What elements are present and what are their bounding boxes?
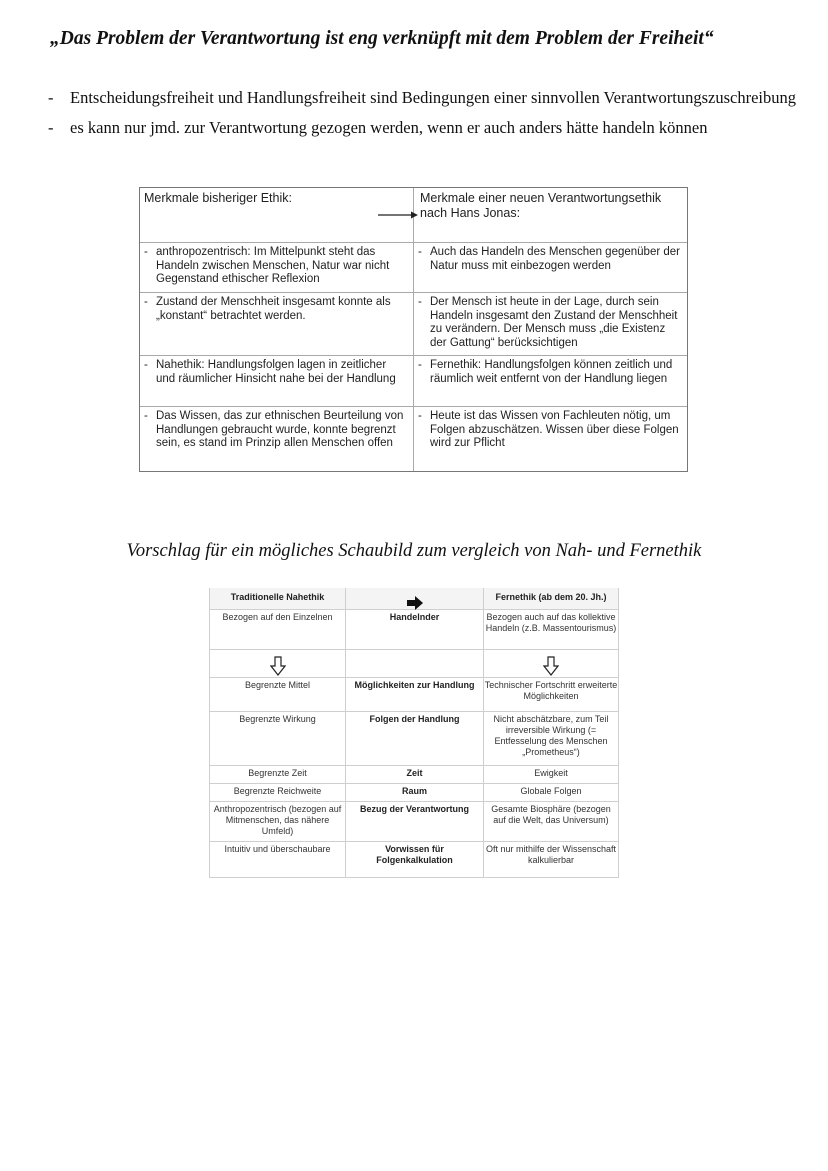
cell-text: Bezogen auf den Einzelnen [222,612,333,622]
table-cell [484,610,618,649]
cell-text: Heute ist das Wissen von Fachleuten nötig, um Folgen abzuschätzen. Wissen über diese Folgen wird zur Pflicht [430,410,679,449]
table-cell [210,802,346,841]
table-cell [346,766,484,783]
table-row [140,356,687,407]
cell-text: Begrenzte Wirkung [239,714,316,724]
table-cell [210,650,346,677]
table-cell: - Der Mensch ist heute in der Lage, durch sein Handeln insgesamt den Zustand der Menschheit zu verändern. Der Mensch muss „die Existenz der Gattung“ berücksichtigen [418,296,678,349]
table-header-row [210,588,618,610]
table-cell [484,650,618,677]
table-cell [346,610,484,649]
table-cell [210,842,346,877]
table-row [210,766,618,784]
bullet-item [48,86,808,109]
table-cell: - Fernethik: Handlungsfolgen können zeitlich und räumlich weit entfernt von der Handlung liegen [418,359,673,385]
bullet-list [48,86,808,146]
cell-text: Begrenzte Reichweite [233,786,322,796]
table-cell [346,802,484,841]
ethics-comparison-table [139,187,688,472]
bullet-text: Entscheidungsfreiheit und Handlungsfreiheit sind Bedingungen einer sinnvollen Verantwortungszuschreibung [70,88,796,107]
diagram-subtitle: Vorschlag für ein mögliches Schaubild zum vergleich von Nah- und Fernethik [126,541,702,561]
table-row [210,678,618,712]
header-right-cell [414,188,687,242]
table-cell [346,712,484,765]
arrow-down-icon [270,656,286,676]
table-cell: - Auch das Handeln des Menschen gegenüber der Natur muss mit einbezogen werden [418,246,680,272]
table-cell: - anthropozentrisch: Im Mittelpunkt steht das Handeln zwischen Menschen, Natur war nicht Gegenstand ethischer Reflexion [140,243,414,292]
bullet-item [48,116,808,139]
table-cell: - Nahethik: Handlungsfolgen lagen in zeitlicher und räumlicher Hinsicht nahe bei der Handlung [140,356,414,406]
header-cell [484,588,618,609]
table-cell [346,650,484,677]
table-row [140,407,687,471]
bullet-text: es kann nur jmd. zur Verantwortung gezogen werden, wenn er auch anders hätte handeln können [70,118,708,137]
cell-text: Fernethik: Handlungsfolgen können zeitlich und räumlich weit entfernt von der Handlung liegen [430,359,673,385]
table-cell [346,678,484,711]
table-row [140,243,687,293]
cell-text: Begrenzte Zeit [248,768,307,778]
cell-text: Das Wissen, das zur ethnischen Beurteilung von Handlungen gebraucht wurde, konnte begrenzt sein, es stand im Prinzip allen Menschen offen [156,410,404,449]
cell-text: Handelnder [389,612,440,622]
cell-text: Möglichkeiten zur Handlung [354,680,475,690]
header-left-text: Traditionelle Nahethik [230,592,325,602]
cell-text: Oft nur mithilfe der Wissenschaft kalkulierbar [485,844,617,865]
table-row [210,650,618,678]
table-row [210,842,618,878]
table-cell [210,712,346,765]
bullet-dash: - [48,118,54,137]
table-header-row [140,188,687,243]
table-cell: - Das Wissen, das zur ethnischen Beurteilung von Handlungen gebraucht wurde, konnte begrenzt sein, es stand im Prinzip allen Menschen offen [140,407,414,471]
arrow-right-icon [378,210,418,220]
cell-text: Auch das Handeln des Menschen gegenüber der Natur muss mit einbezogen werden [430,246,680,272]
cell-text: Zustand der Menschheit insgesamt konnte als „konstant“ betrachtet werden. [156,296,391,322]
cell-text: Globale Folgen [520,786,582,796]
bullet-dash: - [48,88,54,107]
cell-text: Nicht abschätzbare, zum Teil irreversible Wirkung (= Entfesselung des Menschen „Prometheus“) [493,714,609,757]
cell-text: Vorwissen für Folgenkalkulation [376,844,453,865]
arrow-down-icon [543,656,559,676]
cell-text: Raum [401,786,427,796]
cell-text: Zeit [406,768,423,778]
header-right-text: Merkmale einer neuen Verantwortungsethik nach Hans Jonas: [420,191,662,220]
table-row [210,784,618,802]
header-cell [346,588,484,609]
cell-text: Technischer Fortschritt erweiterte Möglichkeiten [484,680,618,701]
cell-text: Begrenzte Mittel [244,680,311,690]
table-row [210,712,618,766]
near-far-ethics-table [209,588,619,878]
cell-text: Folgen der Handlung [369,714,460,724]
cell-text: Bezug der Verantwortung [359,804,469,814]
cell-text: Anthropozentrisch (bezogen auf Mitmenschen, das nähere Umfeld) [213,804,342,836]
cell-text: Gesamte Biosphäre (bezogen auf die Welt, das Universum) [491,804,611,825]
header-right-text: Fernethik (ab dem 20. Jh.) [495,592,607,602]
table-row [210,802,618,842]
header-left-cell [140,188,414,242]
table-cell [210,784,346,801]
table-cell: - Heute ist das Wissen von Fachleuten nötig, um Folgen abzuschätzen. Wissen über diese Folgen wird zur Pflicht [418,410,679,449]
table-cell [484,766,618,783]
arrow-right-icon [405,596,425,610]
table-cell [346,784,484,801]
table-cell [346,842,484,877]
table-cell [210,766,346,783]
table-cell [484,842,618,877]
cell-text: Nahethik: Handlungsfolgen lagen in zeitlicher und räumlicher Hinsicht nahe bei der Handlung [156,359,396,385]
cell-text: Ewigkeit [534,768,568,778]
cell-text: Der Mensch ist heute in der Lage, durch sein Handeln insgesamt den Zustand der Menschheit zu verändern. Der Mensch muss „die Existenz der Gattung“ berücksichtigen [430,296,678,349]
table-cell [484,678,618,711]
header-cell [210,588,346,609]
table-row [210,610,618,650]
table-cell [210,678,346,711]
table-cell [210,610,346,649]
table-row [140,293,687,356]
table-cell [484,784,618,801]
table-cell: - Zustand der Menschheit insgesamt konnte als „konstant“ betrachtet werden. [140,293,414,355]
cell-text: Intuitiv und überschaubare [224,844,331,854]
table-cell [484,712,618,765]
cell-text: Bezogen auch auf das kollektive Handeln (z.B. Massentourismus) [485,612,617,633]
header-left-text: Merkmale bisheriger Ethik: [144,191,292,205]
page-title: „Das Problem der Verantwortung ist eng verknüpft mit dem Problem der Freiheit“ [50,28,714,49]
table-cell [484,802,618,841]
cell-text: anthropozentrisch: Im Mittelpunkt steht das Handeln zwischen Menschen, Natur war nicht Gegenstand ethischer Reflexion [156,246,390,285]
